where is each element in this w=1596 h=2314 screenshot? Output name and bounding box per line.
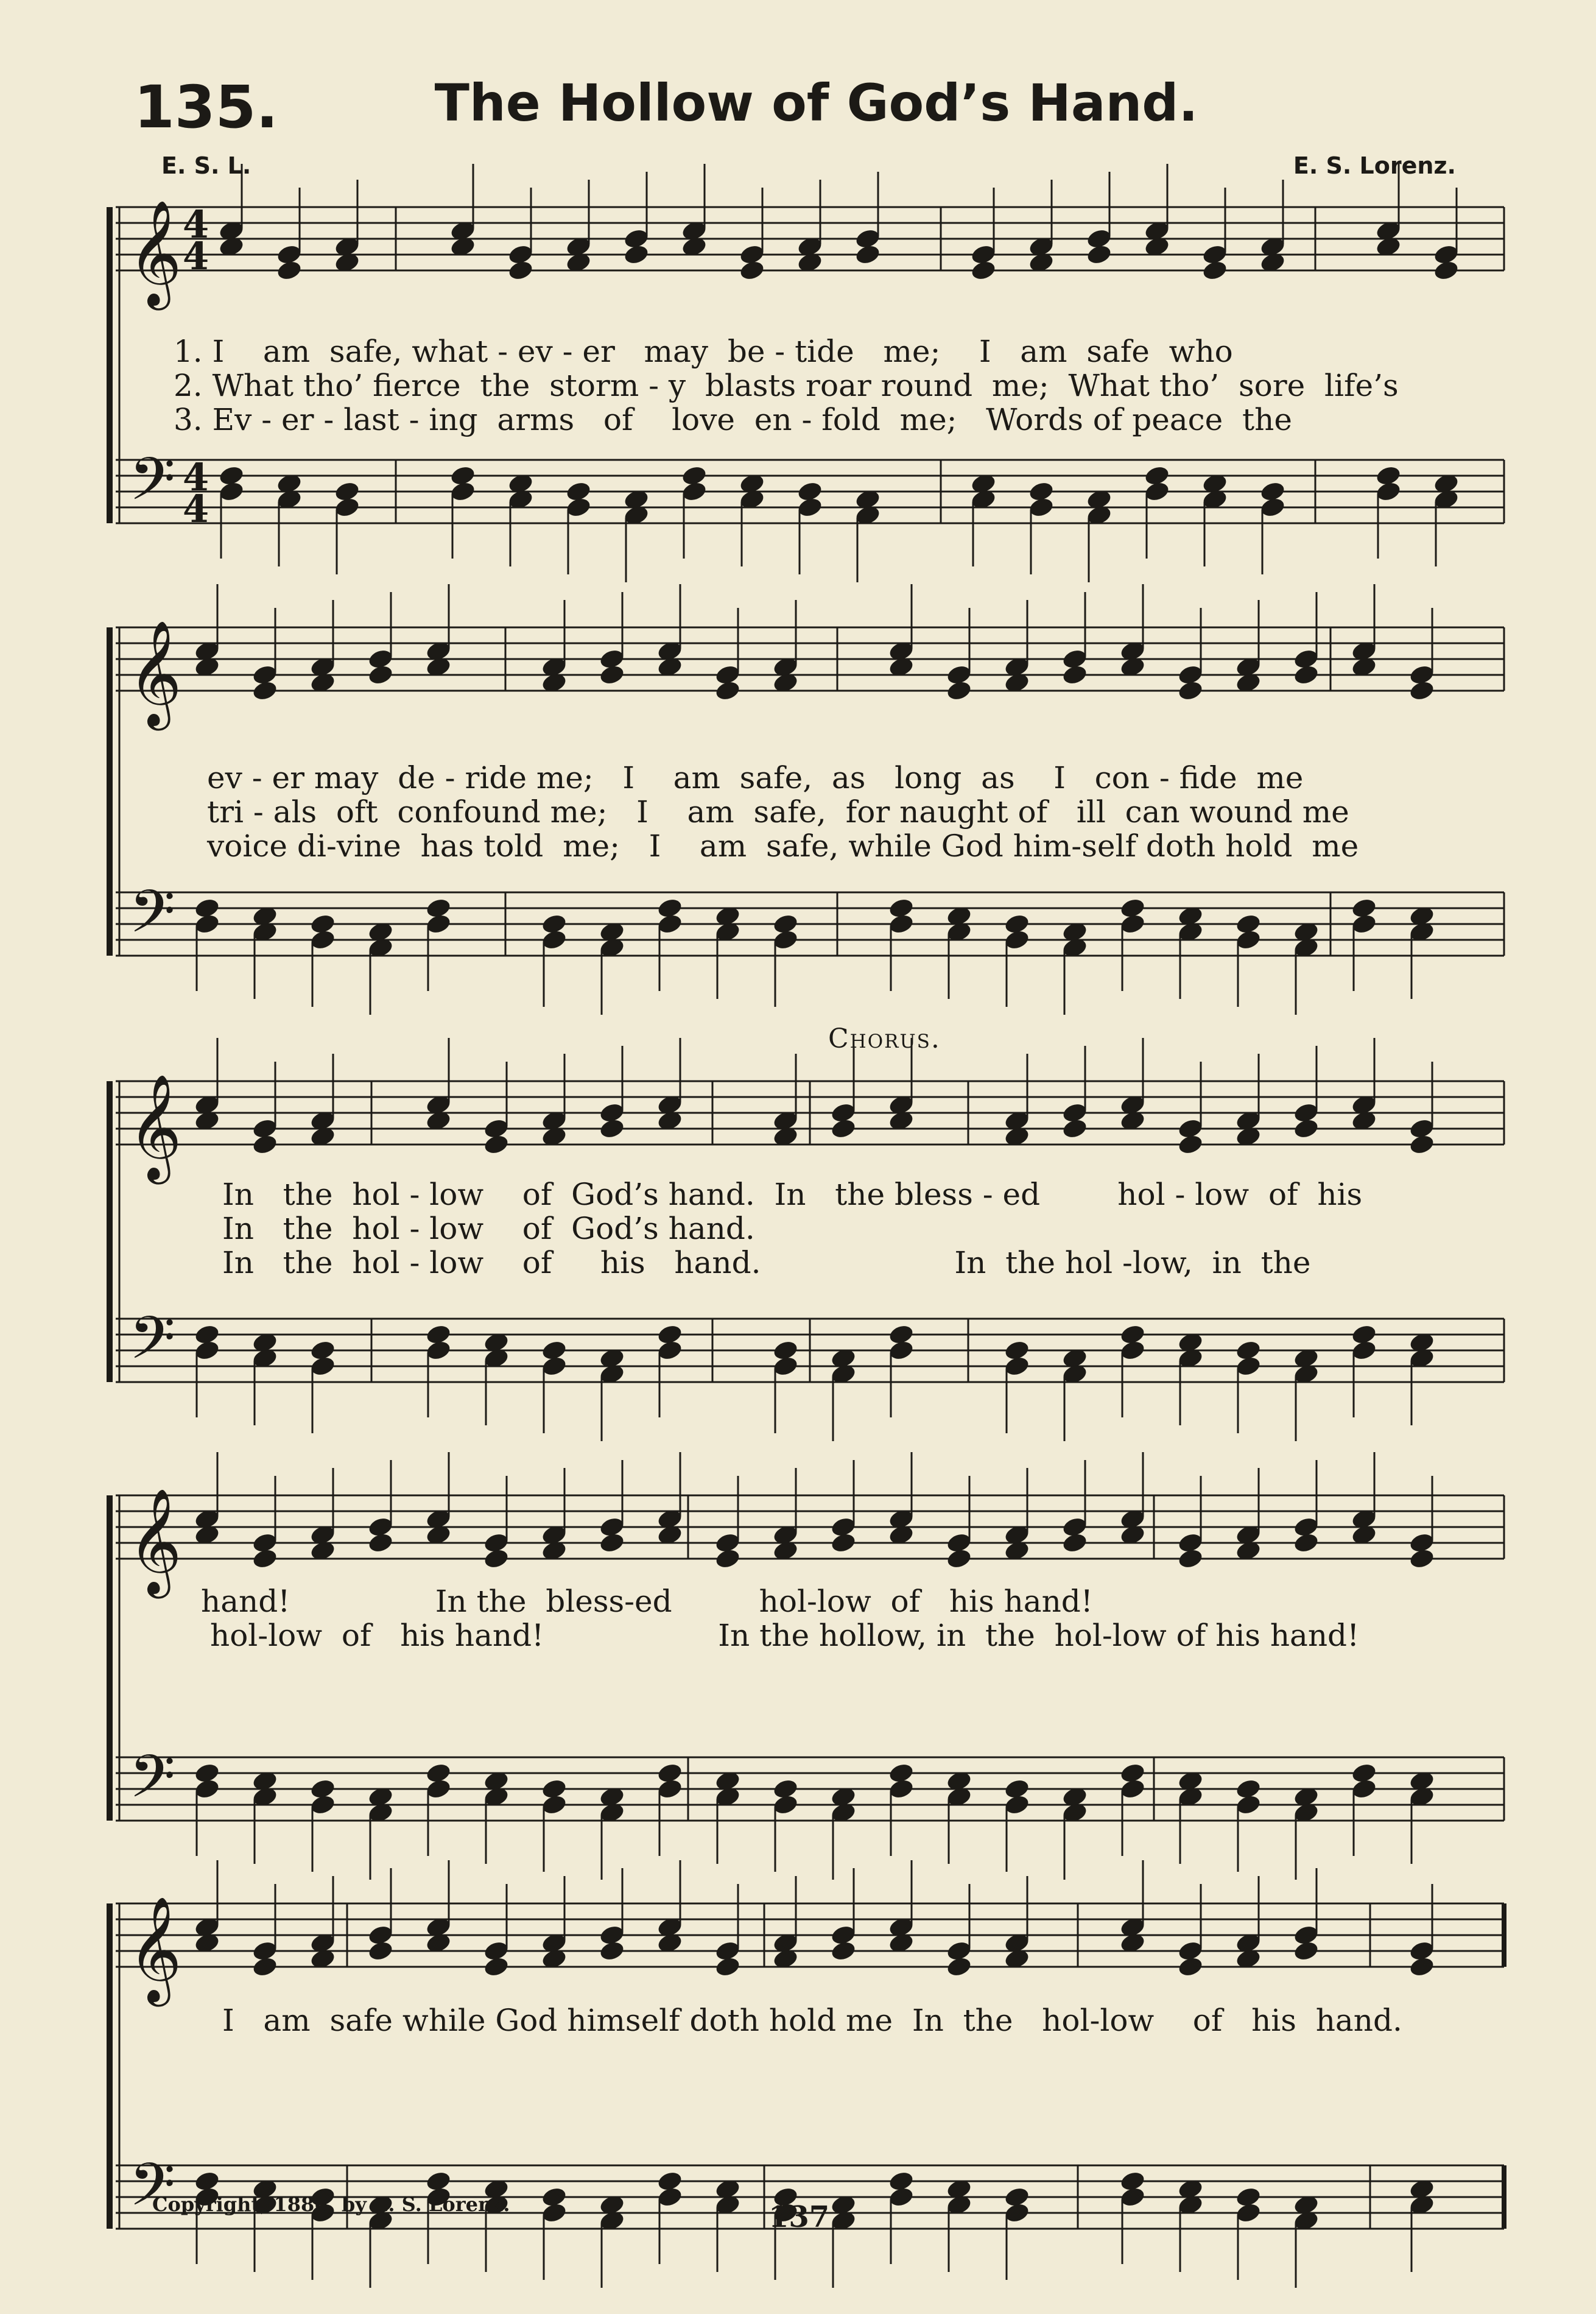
treble-notehead: [1201, 259, 1229, 281]
treble-notehead: [1408, 1133, 1436, 1155]
treble-notehead: [483, 1547, 510, 1570]
system1-verse2: 2. What tho’ fierce the storm - y blasts roar round me; What tho’ sore life’s: [174, 368, 1399, 403]
treble-notehead: [1177, 1547, 1204, 1570]
treble-notehead: [1408, 679, 1436, 702]
treble-notehead: [854, 243, 882, 266]
treble-notehead: [599, 1939, 626, 1962]
treble-notehead: [367, 1939, 395, 1962]
treble-notehead: [367, 1531, 395, 1554]
system2-verse3: voice di-vine has told me; I am safe, while God him-self doth hold me: [207, 828, 1359, 864]
treble-notehead: [623, 243, 650, 266]
treble-notehead: [1086, 243, 1113, 266]
treble-notehead: [1293, 663, 1320, 686]
music-credit: E. S. Lorenz.: [1293, 152, 1456, 179]
system4-bass-clef-icon: 𝄢: [129, 1741, 175, 1825]
system4-treble-clef-icon: 𝄞: [128, 1488, 182, 1594]
hymn-number: 135.: [134, 73, 278, 141]
bass-time-signature-top: 4: [183, 455, 209, 499]
treble-notehead: [1408, 1547, 1436, 1570]
treble-notehead: [599, 1117, 626, 1140]
system3-bass-clef-icon: 𝄢: [129, 1303, 175, 1387]
system1-treble-clef-icon: 𝄞: [128, 200, 182, 306]
treble-notehead: [1061, 663, 1089, 686]
treble-notehead: [830, 1531, 857, 1554]
chorus-label: Chorus.: [828, 1023, 941, 1054]
treble-notehead: [1433, 259, 1460, 281]
treble-notehead: [1061, 1117, 1089, 1140]
treble-notehead: [251, 1547, 279, 1570]
copyright-notice: Copyright, 1886, by E. S. Lorenz.: [152, 2193, 510, 2216]
system4-line1: hand! In the bless-ed hol-low of his hand!: [201, 1584, 1093, 1619]
system3-line2: In the hol - low of God’s hand.: [222, 1211, 755, 1246]
system2-bass-clef-icon: 𝄢: [129, 877, 175, 961]
treble-notehead: [599, 1531, 626, 1554]
system1-verse3: 3. Ev - er - last - ing arms of love en - fold me; Words of peace the: [174, 402, 1292, 437]
system5-treble-clef-icon: 𝄞: [128, 1896, 182, 2002]
treble-notehead: [830, 1117, 857, 1140]
system4-line2: hol-low of his hand! In the hollow, in the hol-low of his hand!: [210, 1618, 1360, 1653]
treble-notehead: [946, 679, 973, 702]
treble-notehead: [276, 259, 303, 281]
system2-verse2: tri - als oft confound me; I am safe, for naught of ill can wound me: [207, 794, 1349, 830]
treble-notehead: [251, 1133, 279, 1155]
treble-notehead: [830, 1939, 857, 1962]
system1-verse1: 1. I am safe, what - ev - er may be - tide me; I am safe who: [174, 334, 1233, 369]
treble-time-signature-bottom: 4: [183, 234, 209, 278]
page-number: 137: [768, 2200, 830, 2234]
treble-notehead: [483, 1133, 510, 1155]
treble-notehead: [714, 679, 742, 702]
treble-notehead: [1061, 1531, 1089, 1554]
treble-notehead: [251, 1955, 279, 1978]
system5-line1: I am safe while God himself doth hold me In the hol-low of his hand.: [222, 2003, 1402, 2038]
treble-notehead: [507, 259, 535, 281]
treble-notehead: [1293, 1531, 1320, 1554]
treble-notehead: [367, 663, 395, 686]
system1-bass-clef-icon: 𝄢: [129, 444, 175, 528]
treble-notehead: [946, 1547, 973, 1570]
system5-bass-clef-icon: 𝄢: [129, 2150, 175, 2234]
system3-line1: In the hol - low of God’s hand. In the bless - ed hol - low of his: [222, 1177, 1363, 1212]
treble-notehead: [1177, 1133, 1204, 1155]
system2-verse1: ev - er may de - ride me; I am safe, as long as I con - fide me: [207, 760, 1304, 795]
treble-notehead: [714, 1955, 742, 1978]
treble-notehead: [970, 259, 997, 281]
treble-notehead: [946, 1955, 973, 1978]
treble-notehead: [1293, 1939, 1320, 1962]
treble-notehead: [599, 663, 626, 686]
treble-notehead: [1408, 1955, 1436, 1978]
treble-notehead: [1177, 679, 1204, 702]
words-credit: E. S. L.: [161, 152, 251, 179]
treble-time-signature-top: 4: [183, 202, 209, 247]
bass-time-signature-bottom: 4: [183, 487, 209, 531]
treble-notehead: [251, 679, 279, 702]
treble-notehead: [1177, 1955, 1204, 1978]
treble-notehead: [739, 259, 766, 281]
system3-treble-clef-icon: 𝄞: [128, 1074, 182, 1180]
treble-notehead: [483, 1955, 510, 1978]
treble-notehead: [1293, 1117, 1320, 1140]
system2-treble-clef-icon: 𝄞: [128, 620, 182, 726]
treble-notehead: [714, 1547, 742, 1570]
hymn-title: The Hollow of God’s Hand.: [434, 73, 1198, 133]
system3-line3: In the hol - low of his hand. In the hol -low, in the: [222, 1245, 1311, 1280]
